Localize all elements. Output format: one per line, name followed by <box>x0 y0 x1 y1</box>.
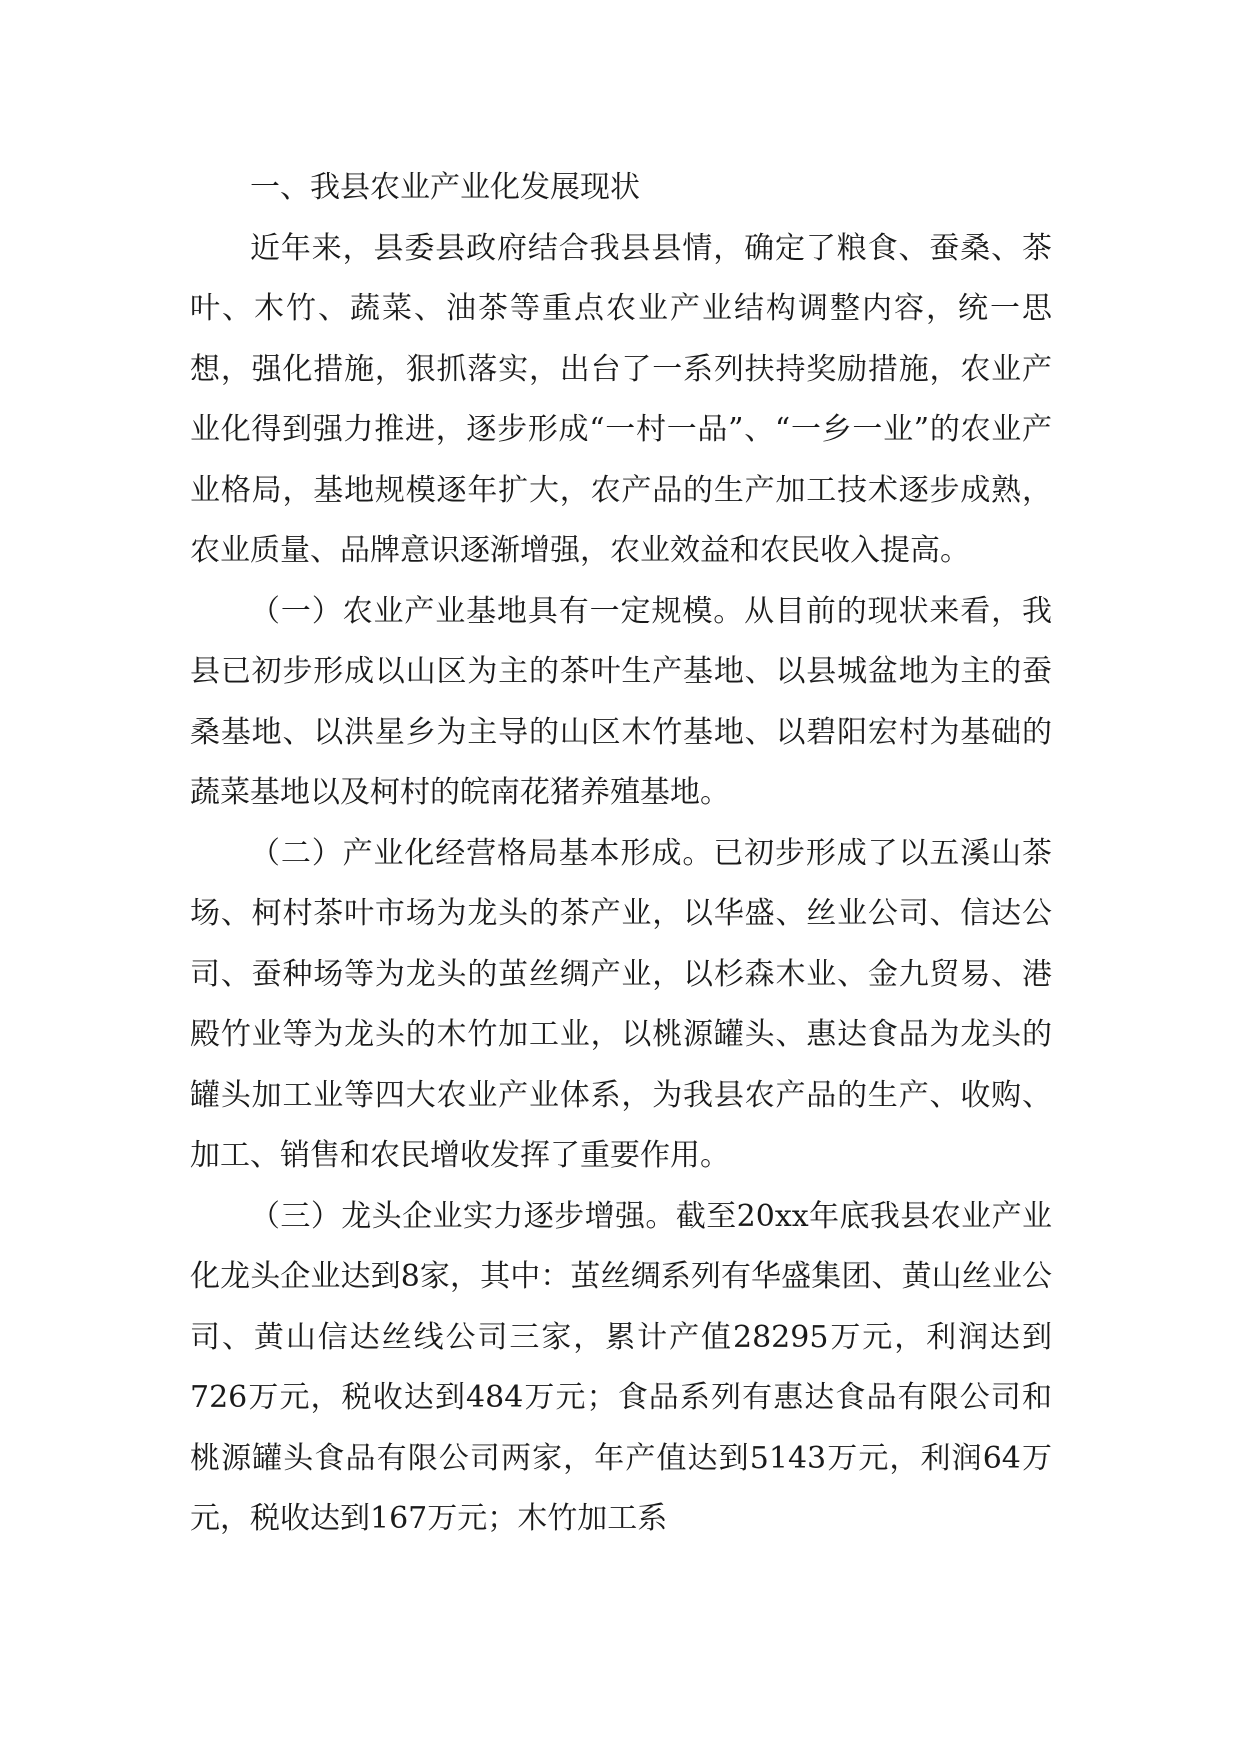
paragraph-leading-enterprises: （三）龙头企业实力逐步增强。截至20xx年底我县农业产业化龙头企业达到8家，其中：茧丝绸系列有华盛集团、黄山丝业公司、黄山信达丝线公司三家，累计产值28295万元，利润达到726万元，税收达到484万元；食品系列有惠达食品有限公司和桃源罐头食品有限公司两家，年产值达到5143万元，利润64万元，税收达到167万元；木竹加工系 <box>190 1198 1052 1536</box>
paragraph-base-scale: （一）农业产业基地具有一定规模。从目前的现状来看，我县已初步形成以山区为主的茶叶生产基地、以县城盆地为主的蚕桑基地、以洪星乡为主导的山区木竹基地、以碧阳宏村为基础的蔬菜基地以及柯村的皖南花猪养殖基地。 <box>190 593 1052 810</box>
paragraph-overview: 近年来，县委县政府结合我县县情，确定了粮食、蚕桑、茶叶、木竹、蔬菜、油茶等重点农业产业结构调整内容，统一思想，强化措施，狠抓落实，出台了一系列扶持奖励措施，农业产业化得到强力推进，逐步形成“一村一品”、“一乡一业”的农业产业格局，基地规模逐年扩大，农产品的生产加工技术逐步成熟，农业质量、品牌意识逐渐增强，农业效益和农民收入提高。 <box>190 230 1052 568</box>
paragraph-industry-pattern: （二）产业化经营格局基本形成。已初步形成了以五溪山茶场、柯村茶叶市场为龙头的茶产业，以华盛、丝业公司、信达公司、蚕种场等为龙头的茧丝绸产业，以杉森木业、金九贸易、港殿竹业等为龙头的木竹加工业，以桃源罐头、惠达食品为龙头的罐头加工业等四大农业产业体系，为我县农产品的生产、收购、加工、销售和农民增收发挥了重要作用。 <box>190 835 1052 1173</box>
document-body <box>190 158 1052 1550</box>
section-heading: 一、我县农业产业化发展现状 <box>250 170 640 205</box>
